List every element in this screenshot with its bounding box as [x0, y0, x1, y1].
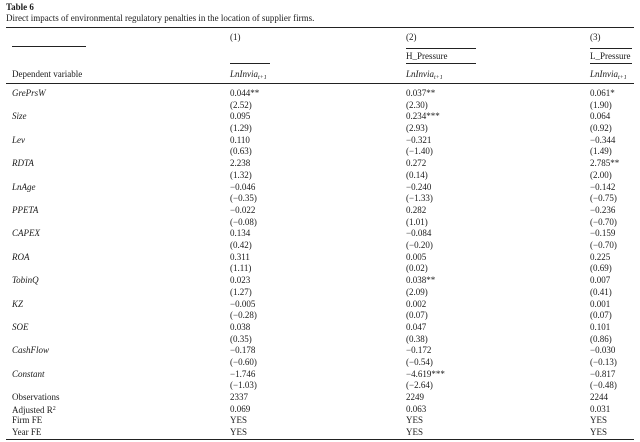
- coefficient-cell: −0.240: [406, 181, 432, 192]
- coefficient-cell: −0.159: [590, 228, 616, 239]
- dependent-variable-subscript: t+1: [434, 75, 443, 81]
- coefficient-cell: 0.311: [230, 251, 250, 262]
- coefficient-cell: 0.007: [590, 275, 611, 286]
- dependent-variable-base: LnInvia: [590, 69, 618, 79]
- stat-cell: 2337: [230, 392, 248, 403]
- row-variable-name: TobinQ: [12, 275, 39, 286]
- coefficient-cell: 0.038**: [406, 275, 436, 286]
- coefficient-cell: 2.238: [230, 158, 251, 169]
- t-stat-cell: (0.86): [590, 333, 612, 344]
- t-stat-cell: (0.35): [230, 333, 252, 344]
- stat-cell: YES: [590, 426, 608, 437]
- t-stat-cell: (−0.70): [590, 216, 617, 227]
- coefficient-cell: 0.101: [590, 322, 611, 332]
- row-variable-name: SOE: [12, 322, 29, 332]
- dependent-variable-label: Dependent variable: [12, 69, 83, 79]
- dependent-variable-name: [590, 69, 627, 84]
- coefficient-cell: −0.344: [590, 134, 616, 145]
- coefficient-cell: 0.044**: [230, 88, 260, 98]
- coefficient-cell: 0.047: [406, 322, 427, 332]
- coefficient-cell: −0.084: [406, 228, 432, 239]
- t-stat-cell: (0.02): [406, 263, 428, 274]
- t-stat-cell: (0.38): [406, 333, 428, 344]
- coefficient-cell: −0.817: [590, 368, 616, 379]
- coefficient-cell: 0.110: [230, 134, 250, 145]
- coefficient-cell: 2.785**: [590, 158, 620, 169]
- t-stat-cell: (−1.03): [230, 380, 257, 391]
- t-stat-cell: (1.32): [230, 169, 252, 180]
- t-stat-cell: (−0.75): [590, 193, 617, 204]
- group-rule: [590, 48, 632, 49]
- stat-cell: YES: [406, 426, 424, 437]
- t-stat-cell: (0.14): [406, 169, 428, 180]
- coefficient-cell: −0.321: [406, 134, 432, 145]
- stat-row-label: Adjusted R: [12, 404, 53, 415]
- coefficient-cell: −0.022: [230, 205, 256, 215]
- row-variable-name: CashFlow: [12, 345, 50, 356]
- row-variable-name: Lev: [12, 134, 25, 145]
- t-stat-cell: (1.29): [230, 122, 252, 133]
- coefficient-cell: 0.002: [406, 298, 427, 309]
- t-stat-cell: (−0.35): [230, 193, 257, 204]
- header-bottom-rule: [6, 83, 634, 84]
- stat-cell: 0.031: [590, 403, 611, 414]
- t-stat-cell: (0.07): [406, 310, 428, 321]
- t-stat-cell: (−0.60): [230, 356, 257, 367]
- row-variable-name: KZ: [12, 298, 24, 309]
- t-stat-cell: (−0.48): [590, 380, 617, 391]
- stat-cell: 2249: [406, 392, 424, 403]
- coefficient-cell: −0.046: [230, 181, 256, 192]
- coefficient-cell: 0.272: [406, 158, 427, 169]
- stat-cell: YES: [230, 415, 248, 426]
- coefficient-cell: −0.178: [230, 345, 256, 356]
- stat-cell: YES: [406, 415, 424, 426]
- t-stat-cell: (0.69): [590, 263, 612, 274]
- row-variable-name: Constant: [12, 368, 45, 379]
- coefficient-cell: 0.064: [590, 111, 611, 122]
- t-stat-cell: (−0.08): [230, 216, 257, 227]
- t-stat-cell: (0.42): [230, 239, 252, 250]
- stat-cell: 0.063: [406, 403, 427, 414]
- coefficient-cell: −0.142: [590, 181, 616, 192]
- column-number: (2): [406, 32, 417, 42]
- stat-cell: 2244: [590, 392, 608, 403]
- t-stat-cell: (1.90): [590, 99, 612, 110]
- table-bottom-rule: [6, 439, 634, 440]
- t-stat-cell: (−0.20): [406, 239, 433, 250]
- stat-cell: YES: [230, 426, 248, 437]
- row-variable-name: LnAge: [12, 181, 36, 192]
- table-caption: Direct impacts of environmental regulatory penalties in the location of supplier firms.: [6, 13, 315, 23]
- header-stub-rule: [12, 46, 86, 47]
- group-rule: [230, 63, 270, 64]
- stat-row-name: [12, 415, 42, 426]
- t-stat-cell: (1.01): [406, 216, 428, 227]
- row-variable-name: Size: [12, 111, 27, 122]
- coefficient-cell: −4.619***: [406, 368, 445, 379]
- t-stat-cell: (0.92): [590, 122, 612, 133]
- t-stat-cell: (2.00): [590, 169, 612, 180]
- t-stat-cell: (2.09): [406, 286, 428, 297]
- group-rule: [406, 63, 476, 64]
- stat-row-name: [12, 404, 56, 416]
- t-stat-cell: (−1.40): [406, 146, 433, 157]
- column-number: (3): [590, 32, 601, 42]
- t-stat-cell: (−1.33): [406, 193, 433, 204]
- t-stat-cell: (−0.13): [590, 356, 617, 367]
- table-top-rule: [6, 27, 634, 28]
- stat-cell: YES: [590, 415, 608, 426]
- coefficient-cell: 0.234***: [406, 111, 440, 122]
- row-variable-name: GrePrsW: [12, 88, 46, 98]
- t-stat-cell: (2.30): [406, 99, 428, 110]
- t-stat-cell: (0.63): [230, 146, 252, 157]
- table-label: Table 6: [6, 2, 34, 12]
- t-stat-cell: (2.93): [406, 122, 428, 133]
- coefficient-cell: −0.236: [590, 205, 616, 215]
- dependent-variable-subscript: t+1: [258, 75, 267, 81]
- stat-row-label: Observations: [12, 392, 60, 403]
- row-variable-name: PPETA: [12, 205, 39, 215]
- coefficient-cell: 0.225: [590, 251, 611, 262]
- stat-row-superscript: 2: [52, 405, 56, 412]
- column-number: (1): [230, 32, 241, 42]
- group-label: L_Pressure: [590, 51, 631, 61]
- stat-cell: 0.069: [230, 403, 251, 414]
- t-stat-cell: (1.27): [230, 286, 252, 297]
- t-stat-cell: (1.49): [590, 146, 612, 157]
- stat-row-name: [12, 427, 41, 438]
- t-stat-cell: (0.41): [590, 286, 612, 297]
- t-stat-cell: (−0.54): [406, 356, 433, 367]
- stat-row-name: [12, 392, 60, 403]
- t-stat-cell: (−0.28): [230, 310, 257, 321]
- group-rule: [406, 48, 476, 49]
- dependent-variable-base: LnInvia: [406, 69, 434, 79]
- coefficient-cell: −1.746: [230, 368, 256, 379]
- coefficient-cell: 0.001: [590, 298, 611, 309]
- coefficient-cell: −0.172: [406, 345, 432, 356]
- t-stat-cell: (0.07): [590, 310, 612, 321]
- t-stat-cell: (1.11): [230, 263, 252, 274]
- group-label: H_Pressure: [406, 51, 448, 61]
- coefficient-cell: 0.095: [230, 111, 251, 122]
- t-stat-cell: (−2.64): [406, 380, 433, 391]
- coefficient-cell: 0.038: [230, 322, 251, 332]
- coefficient-cell: 0.023: [230, 275, 251, 286]
- row-variable-name: RDTA: [12, 158, 34, 169]
- stat-row-label: Firm FE: [12, 415, 43, 426]
- row-variable-name: CAPEX: [12, 228, 40, 239]
- coefficient-cell: 0.005: [406, 251, 427, 262]
- t-stat-cell: (−0.70): [590, 239, 617, 250]
- row-variable-name: ROA: [12, 251, 30, 262]
- t-stat-cell: (2.52): [230, 99, 252, 110]
- coefficient-cell: 0.134: [230, 228, 251, 239]
- dependent-variable-subscript: t+1: [618, 75, 627, 81]
- dependent-variable-name: [406, 69, 443, 84]
- coefficient-cell: 0.061*: [590, 88, 615, 98]
- coefficient-cell: 0.282: [406, 205, 427, 215]
- dependent-variable-name: [230, 69, 267, 84]
- dependent-variable-base: LnInvia: [230, 69, 258, 79]
- coefficient-cell: 0.037**: [406, 88, 436, 98]
- stat-row-label: Year FE: [12, 426, 42, 437]
- group-rule: [590, 63, 632, 64]
- coefficient-cell: −0.030: [590, 345, 616, 356]
- coefficient-cell: −0.005: [230, 298, 256, 309]
